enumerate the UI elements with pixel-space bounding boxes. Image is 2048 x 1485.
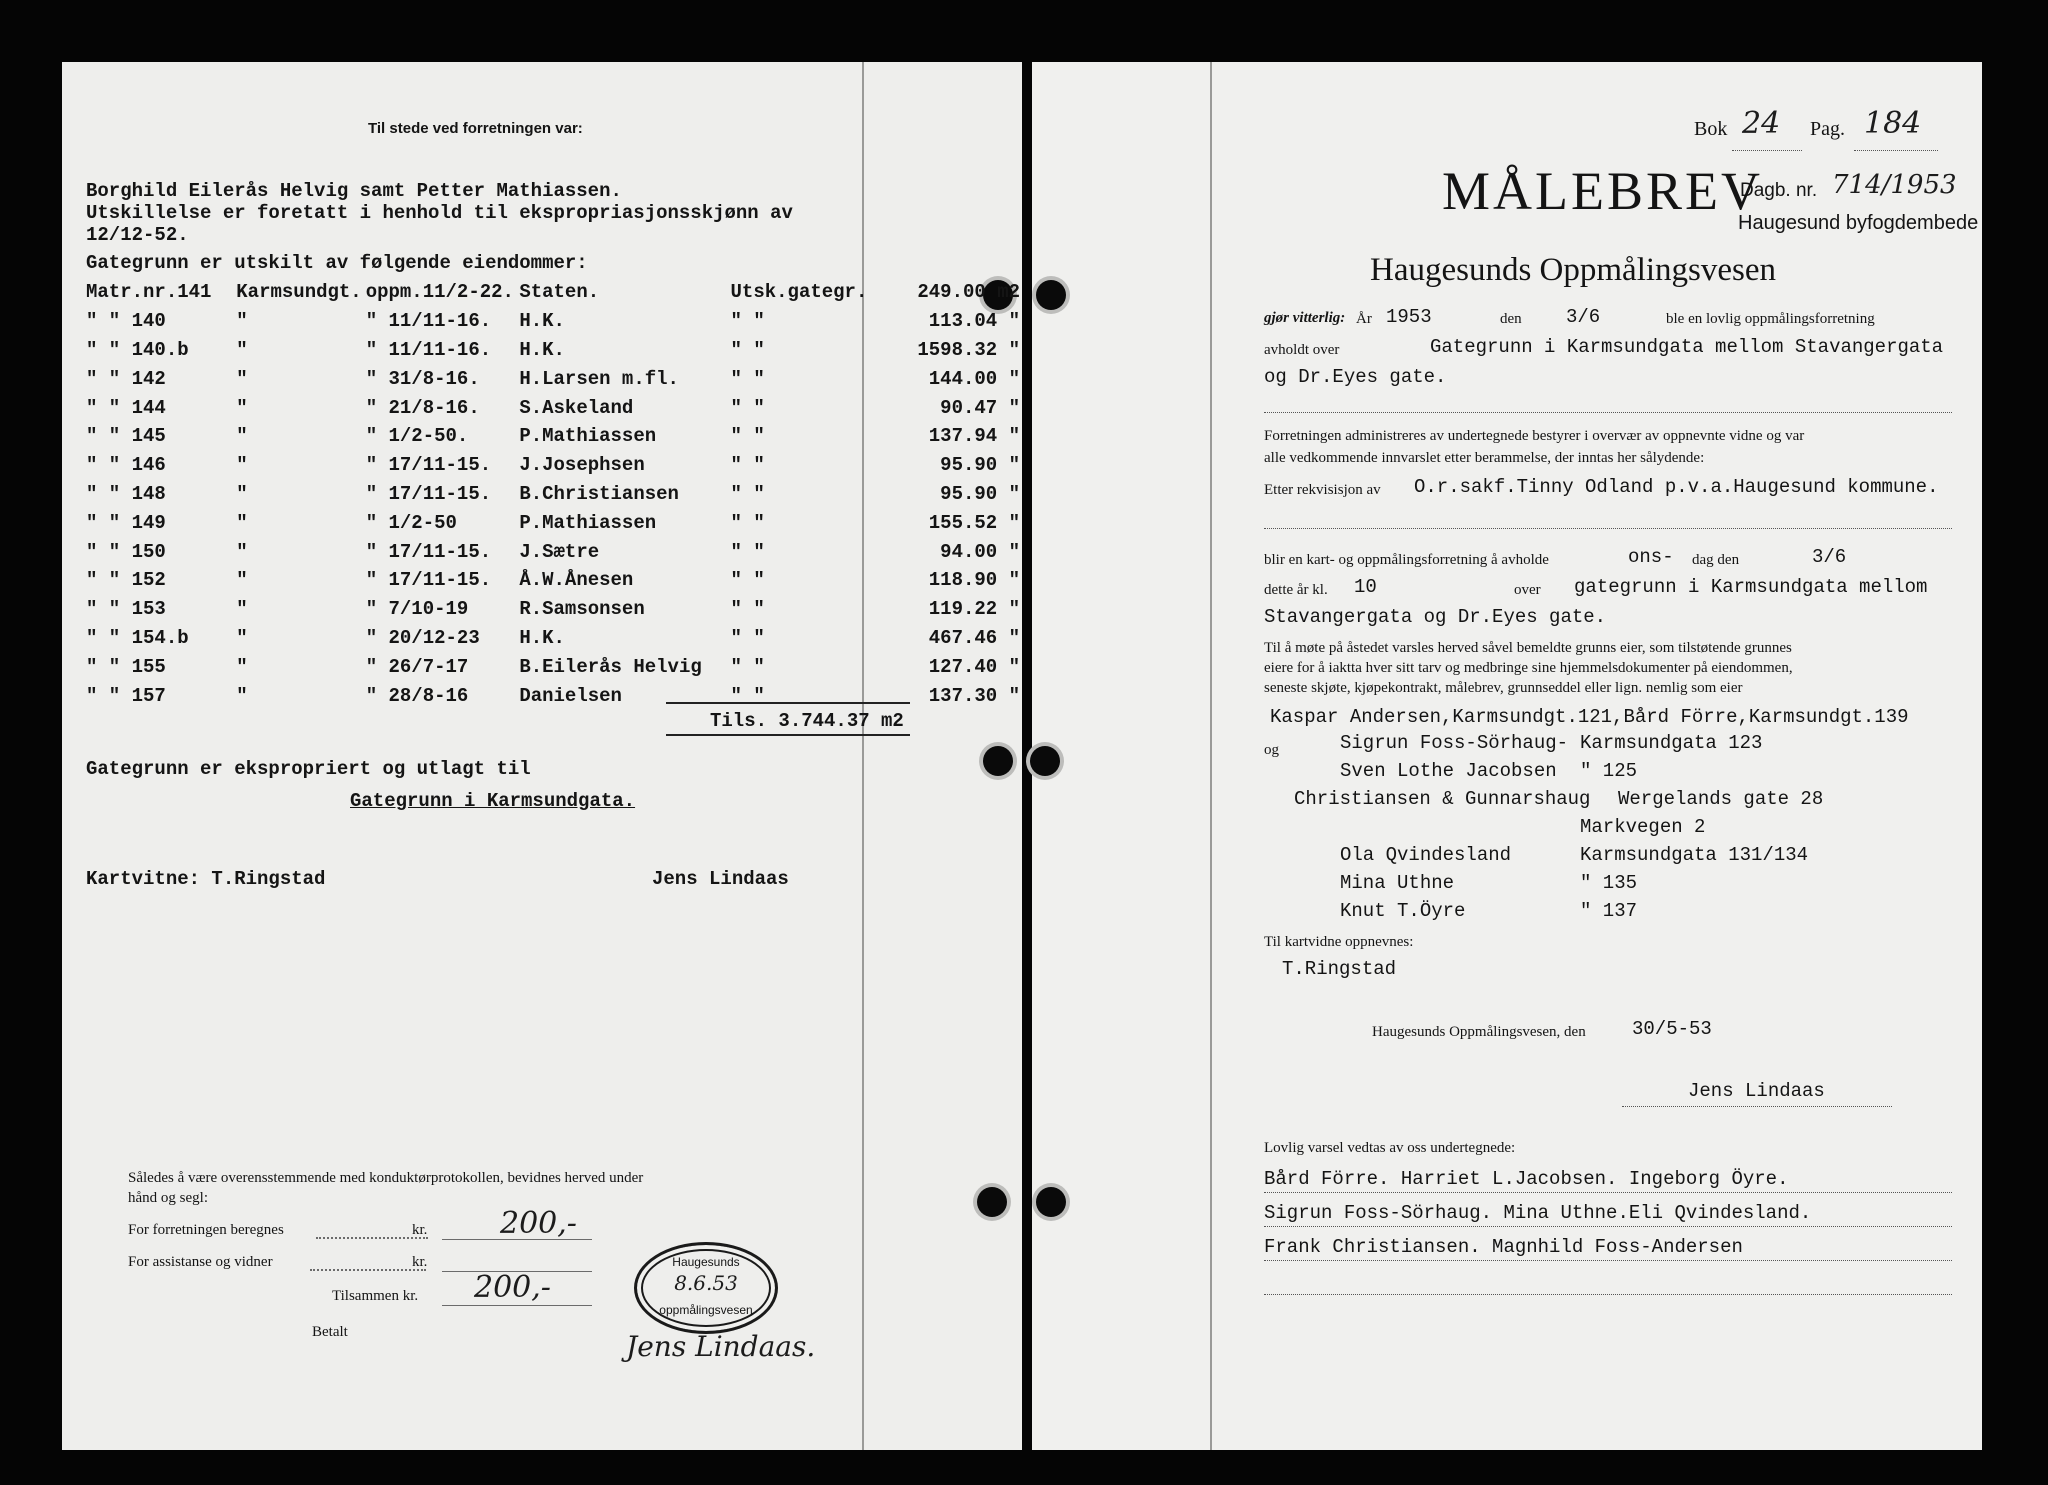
fee-unit: kr.	[412, 1254, 428, 1270]
table-cell: "	[236, 511, 248, 534]
signer-name: Jens Lindaas	[652, 868, 789, 890]
table-cell: " " 140.b	[86, 338, 189, 361]
table-row	[84, 307, 1022, 336]
stamp-bottom-text: oppmålingsvesen	[659, 1303, 753, 1317]
dotted-line	[1264, 1192, 1952, 1193]
table-cell: " 1/2-50	[365, 511, 457, 534]
table-cell: 90.47 "	[940, 396, 1020, 419]
neighbour-name: Mina Uthne	[1340, 872, 1455, 894]
table-cell: " " 142	[86, 367, 166, 390]
table-cell: " " 155	[86, 655, 166, 678]
sign-place: Haugesunds Oppmålingsvesen, den	[1372, 1024, 1586, 1040]
over-label: over	[1514, 582, 1541, 598]
table-row	[84, 480, 1022, 509]
total-area: Tils. 3.744.37 m2	[710, 710, 904, 732]
dagb-value: 714/1953	[1832, 170, 1957, 200]
table-cell: 95.90 "	[940, 482, 1020, 505]
fee-line	[442, 1239, 592, 1240]
binding-margin-line	[1210, 62, 1212, 1450]
fee-unit: kr.	[412, 1222, 428, 1238]
table-row	[84, 451, 1022, 480]
table-cell: H.Larsen m.fl.	[519, 367, 679, 390]
table-cell: " "	[730, 511, 765, 534]
table-cell: S.Askeland	[519, 396, 634, 419]
table-cell: " " 144	[86, 396, 166, 419]
admin-line: alle vedkommende innvarslet etter berammelse, der inntas her sålydende:	[1264, 450, 1705, 466]
admin-line: Forretningen administreres av undertegnede bestyrer i overvær av oppnevnte vidne og var	[1264, 428, 1805, 444]
table-row	[84, 364, 1022, 393]
table-cell: 118.90 "	[928, 569, 1020, 592]
court-stamp: Haugesund byfogdembede	[1738, 212, 1979, 234]
table-cell: " " 146	[86, 454, 166, 477]
table-cell: " "	[730, 569, 765, 592]
intro-line: Gategrunn er utskilt av følgende eiendommer:	[86, 252, 588, 274]
table-cell: "	[236, 598, 248, 621]
neighbour-name: Sigrun Foss-Sörhaug-	[1340, 732, 1569, 754]
table-cell: " "	[730, 482, 765, 505]
expropriated-text: Gategrunn er ekspropriert og utlagt til	[86, 758, 531, 780]
over-value: gategrunn i Karmsundgata mellom	[1574, 576, 1928, 598]
dotted-leader	[1854, 150, 1938, 151]
table-cell: "	[236, 454, 248, 477]
table-cell: J.Josephsen	[519, 454, 645, 477]
table-cell: P.Mathiassen	[519, 511, 657, 534]
dette-time: 10	[1354, 576, 1377, 598]
table-cell: " 31/8-16.	[365, 367, 480, 390]
property-table	[84, 278, 1022, 710]
table-cell: " " 145	[86, 425, 166, 448]
table-cell: 467.46 "	[928, 626, 1020, 649]
table-cell: "	[236, 367, 248, 390]
table-cell: B.Eilerås Helvig	[519, 655, 702, 678]
og-label: og	[1264, 742, 1279, 758]
paid-label: Betalt	[312, 1324, 348, 1340]
rekv-value: O.r.sakf.Tinny Odland p.v.a.Haugesund kommune.	[1414, 476, 1939, 498]
confirmation-line: hånd og segl:	[128, 1190, 208, 1206]
office-stamp	[634, 1242, 778, 1334]
table-cell: " "	[730, 684, 765, 707]
neighbour-address: " 125	[1580, 760, 1638, 782]
table-cell: 137.94 "	[928, 425, 1020, 448]
table-cell: "	[236, 310, 248, 333]
table-cell: " "	[730, 425, 765, 448]
ble-text: ble en lovlig oppmålingsforretning	[1666, 311, 1875, 327]
table-cell: " " 150	[86, 540, 166, 563]
punch-hole	[983, 746, 1013, 776]
stamp-date: 8.6.53	[674, 1271, 738, 1295]
pag-value: 184	[1864, 106, 1922, 141]
table-cell: H.K.	[519, 338, 565, 361]
sum-rule	[666, 734, 910, 736]
punch-hole	[1030, 746, 1060, 776]
table-cell: Staten.	[519, 281, 600, 304]
table-cell: H.K.	[519, 310, 565, 333]
table-cell: " "	[730, 396, 765, 419]
blir-day: ons-	[1628, 546, 1674, 568]
table-cell: " 17/11-15.	[365, 482, 492, 505]
fee-total-label: Tilsammen kr.	[332, 1288, 419, 1304]
stamp-top-text: Haugesunds	[672, 1255, 740, 1269]
dotted-leader	[1732, 150, 1802, 151]
table-cell: J.Sætre	[519, 540, 600, 563]
table-cell: 144.00 "	[928, 367, 1020, 390]
avholdt-value: Gategrunn i Karmsundgata mellom Stavangergata	[1430, 336, 1944, 358]
dotted-line	[1264, 1226, 1952, 1227]
den-label: den	[1500, 311, 1522, 327]
agency-name: Haugesunds Oppmålingsvesen	[1370, 252, 1777, 288]
neighbour-address: Wergelands gate 28	[1618, 788, 1824, 810]
table-row	[84, 422, 1022, 451]
table-cell: 1598.32 "	[917, 338, 1020, 361]
table-cell: " "	[730, 540, 765, 563]
table-cell: 155.52 "	[928, 511, 1020, 534]
den-value: 3/6	[1566, 306, 1601, 328]
blir-label: blir en kart- og oppmålingsforretning å avholde	[1264, 552, 1549, 568]
table-cell: " "	[730, 598, 765, 621]
blir-date: 3/6	[1812, 546, 1847, 568]
neighbour-address: Karmsundgata 123	[1580, 732, 1763, 754]
table-cell: " 26/7-17	[365, 655, 469, 678]
lovlig-line: Frank Christiansen. Magnhild Foss-Andersen	[1264, 1236, 1743, 1258]
table-cell: "	[236, 655, 248, 678]
table-cell: " " 140	[86, 310, 166, 333]
vitterlig-label: gjør vitterlig:	[1264, 310, 1346, 326]
lovlig-line: Sigrun Foss-Sörhaug. Mina Uthne.Eli Qvindesland.	[1264, 1202, 1812, 1224]
document-title: MÅLEBREV	[1442, 161, 1763, 221]
dagb-label: Dagb. nr.	[1740, 180, 1818, 201]
table-cell: " " 152	[86, 569, 166, 592]
dotted-line	[1264, 1260, 1952, 1261]
moete-line: seneste skjøte, kjøpekontrakt, målebrev, grunnseddel eller lign. nemlig som eier	[1264, 680, 1743, 696]
table-cell: " 17/11-15.	[365, 569, 492, 592]
table-cell: 249.00 m2	[917, 281, 1020, 304]
table-cell: " "	[730, 655, 765, 678]
table-cell: 94.00 "	[940, 540, 1020, 563]
year-value: 1953	[1386, 306, 1432, 328]
punch-hole	[977, 1187, 1007, 1217]
map-witness: Kartvitne: T.Ringstad	[86, 868, 326, 890]
dotted-line	[1264, 1294, 1952, 1295]
neighbour-name: Knut T.Öyre	[1340, 900, 1466, 922]
table-cell: " " 153	[86, 598, 166, 621]
table-row	[84, 278, 1022, 307]
table-cell: " 17/11-15.	[365, 540, 492, 563]
table-cell: B.Christiansen	[519, 482, 679, 505]
table-cell: 113.04 "	[928, 310, 1020, 333]
dotted-line	[1622, 1106, 1892, 1107]
table-cell: " " 154.b	[86, 626, 189, 649]
binding-margin-line	[862, 62, 864, 1450]
table-cell: Danielsen	[519, 684, 622, 707]
fee-business-value: 200,-	[500, 1206, 577, 1241]
table-cell: "	[236, 626, 248, 649]
table-row	[84, 595, 1022, 624]
attendance-header: Til stede ved forretningen var:	[368, 120, 583, 137]
table-cell: 137.30 "	[928, 684, 1020, 707]
lovlig-label: Lovlig varsel vedtas av oss undertegnede:	[1264, 1140, 1516, 1156]
table-cell: " "	[730, 626, 765, 649]
table-cell: Matr.nr.141	[86, 281, 212, 304]
table-cell: Å.W.Ånesen	[519, 569, 634, 592]
fee-line	[442, 1305, 592, 1306]
handwritten-signature: Jens Lindaas.	[626, 1330, 816, 1363]
table-cell: "	[236, 540, 248, 563]
fee-business-label: For forretningen beregnes	[128, 1222, 284, 1238]
table-cell: " 21/8-16.	[365, 396, 480, 419]
table-cell: "	[236, 338, 248, 361]
owner-line: Kaspar Andersen,Karmsundgt.121,Bård Förre,Karmsundgt.139	[1270, 706, 1909, 728]
neighbour-address: " 137	[1580, 900, 1638, 922]
table-row	[84, 566, 1022, 595]
table-cell: 127.40 "	[928, 655, 1020, 678]
table-cell: 119.22 "	[928, 598, 1020, 621]
bok-label: Bok	[1694, 118, 1728, 140]
intro-line: Borghild Eilerås Helvig samt Petter Mathiassen.	[86, 180, 622, 202]
table-cell: "	[236, 684, 248, 707]
table-cell: " " 148	[86, 482, 166, 505]
sign-name: Jens Lindaas	[1688, 1080, 1825, 1102]
sign-date: 30/5-53	[1632, 1018, 1712, 1040]
table-cell: " 7/10-19	[365, 598, 469, 621]
expropriated-to: Gategrunn i Karmsundgata.	[350, 790, 636, 812]
table-cell: "	[236, 569, 248, 592]
neighbour-name: Sven Lothe Jacobsen	[1340, 760, 1557, 782]
table-cell: " "	[730, 454, 765, 477]
pag-label: Pag.	[1810, 118, 1845, 140]
table-cell: " 11/11-16.	[365, 338, 492, 361]
table-cell: " 28/8-16	[365, 684, 469, 707]
neighbour-name: Ola Qvindesland	[1340, 844, 1512, 866]
neighbour-address: Karmsundgata 131/134	[1580, 844, 1809, 866]
neighbour-address: Markvegen 2	[1580, 816, 1706, 838]
dette-label: dette år kl.	[1264, 582, 1328, 598]
dotted-line	[1264, 528, 1952, 529]
table-row	[84, 336, 1022, 365]
confirmation-line: Således å være overensstemmende med konduktørprotokollen, bevidnes herved under	[128, 1170, 644, 1186]
left-page	[62, 62, 1022, 1450]
table-cell: R.Samsonsen	[519, 598, 645, 621]
punch-hole	[1036, 1187, 1066, 1217]
table-row	[84, 681, 1022, 710]
table-cell: Utsk.gategr.	[730, 281, 868, 304]
year-label: År	[1356, 311, 1372, 327]
dotted-leader	[310, 1269, 426, 1271]
table-cell: H.K.	[519, 626, 565, 649]
table-cell: "	[236, 425, 248, 448]
table-cell: oppm.11/2-22.	[365, 281, 514, 304]
neighbour-name: Christiansen & Gunnarshaug	[1294, 788, 1591, 810]
neighbour-address: " 135	[1580, 872, 1638, 894]
table-cell: " 17/11-15.	[365, 454, 492, 477]
avholdt-value-2: og Dr.Eyes gate.	[1264, 366, 1447, 388]
table-cell: " " 157	[86, 684, 166, 707]
fee-assist-label: For assistanse og vidner	[128, 1254, 273, 1270]
table-cell: 95.90 "	[940, 454, 1020, 477]
table-cell: " 1/2-50.	[365, 425, 469, 448]
table-cell: " "	[730, 338, 765, 361]
table-cell: " "	[730, 310, 765, 333]
rekv-label: Etter rekvisisjon av	[1264, 482, 1381, 498]
dotted-line	[1264, 412, 1952, 413]
lovlig-line: Bård Förre. Harriet L.Jacobsen. Ingeborg Öyre.	[1264, 1168, 1789, 1190]
table-cell: " " 149	[86, 511, 166, 534]
table-row	[84, 624, 1022, 653]
dag-den-label: dag den	[1692, 552, 1740, 568]
table-row	[84, 393, 1022, 422]
table-cell: Karmsundgt.	[236, 281, 362, 304]
kartvidne-value: T.Ringstad	[1282, 958, 1397, 980]
intro-line: 12/12-52.	[86, 224, 189, 246]
bok-value: 24	[1742, 106, 1781, 141]
table-row	[84, 537, 1022, 566]
intro-line: Utskillelse er foretatt i henhold til ekspropriasjonsskjønn av	[86, 202, 793, 224]
table-cell: P.Mathiassen	[519, 425, 657, 448]
table-cell: " 20/12-23	[365, 626, 480, 649]
avholdt-label: avholdt over	[1264, 342, 1340, 358]
moete-line: Til å møte på åstedet varsles herved såvel bemeldte grunns eier, som tilstøtende grunnes	[1264, 640, 1792, 656]
over-value-2: Stavangergata og Dr.Eyes gate.	[1264, 606, 1607, 628]
punch-hole	[1036, 280, 1066, 310]
sum-rule	[666, 702, 910, 704]
right-page	[1032, 62, 1982, 1450]
table-cell: "	[236, 482, 248, 505]
moete-line: eiere for å iaktta hver sitt tarv og medbringe sine hjemmelsdokumenter på eiendommen,	[1264, 660, 1793, 676]
table-row	[84, 508, 1022, 537]
table-cell: " 11/11-16.	[365, 310, 492, 333]
table-row	[84, 652, 1022, 681]
table-cell: "	[236, 396, 248, 419]
table-cell: " "	[730, 367, 765, 390]
kartvidne-label: Til kartvidne oppnevnes:	[1264, 934, 1414, 950]
fee-total-value: 200,-	[474, 1270, 551, 1305]
